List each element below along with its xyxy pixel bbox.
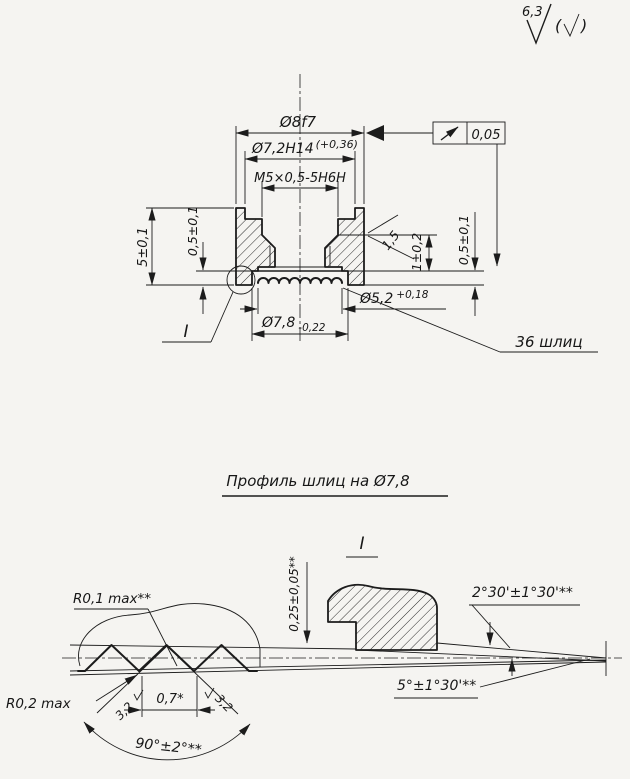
- dim-d72-label: [251, 138, 358, 157]
- leader: [480, 659, 590, 687]
- lip-section-block: [328, 585, 437, 650]
- dim-hole-label: [359, 289, 429, 307]
- main-view: [136, 74, 598, 352]
- dim-height-label: 5±0,1: [136, 227, 151, 267]
- dim-hole-base: Ø5,2: [360, 291, 394, 307]
- dim-right-small-label: 0,5±0,1: [456, 214, 471, 266]
- dim-depth-label: 0,25±0,05**: [287, 556, 301, 632]
- dim-pitch-label: 0,7*: [156, 692, 184, 707]
- dim-profile-angle-label: 90°±2°**: [134, 735, 203, 759]
- wedge-line-upper: [437, 643, 606, 658]
- tolerance-value: 0,05: [471, 128, 501, 143]
- detail-view: [6, 472, 622, 760]
- detail-callout-label: I: [183, 322, 189, 342]
- dim-spline-base: Ø7,8: [262, 315, 296, 331]
- paren-open: (: [555, 16, 562, 35]
- detail-leader: [211, 292, 233, 342]
- dim-root-radius-label: R0,2 max: [6, 696, 71, 712]
- dim-taper-angle-label: 5°±1°30'**: [397, 678, 477, 694]
- flank-roughness-right: 3,2: [212, 691, 236, 715]
- roughness-check-small-icon: [564, 14, 579, 36]
- dim-thread-label: M5×0,5-5H6H: [254, 171, 346, 186]
- runout-icon: [441, 127, 458, 140]
- dim-left-small-label: 0,5±0,1: [185, 205, 200, 257]
- flank-roughness-left: 3,2: [112, 699, 136, 723]
- serration-teeth: [258, 278, 342, 283]
- section-left-wall: [236, 208, 275, 285]
- section-right-wall: [325, 208, 364, 285]
- dim-d8-label: Ø8f7: [279, 113, 317, 131]
- dim-right-inner-label: 1±0,2: [409, 232, 424, 272]
- dim-spline-tol: -0,22: [298, 322, 326, 334]
- dim-face-angle-label: 2°30'±1°30'**: [472, 585, 573, 601]
- leader: [472, 605, 510, 648]
- paren-close: ): [581, 16, 588, 35]
- dim-chamfer-label: 1,5: [378, 227, 403, 253]
- dim-crest-radius-label: R0,1 max**: [73, 591, 152, 607]
- splines-note: 36 шлиц: [515, 333, 583, 351]
- roughness-value: 6,3: [522, 5, 543, 20]
- root-line-2: [70, 662, 606, 675]
- dim-hole-tol: +0,18: [396, 289, 429, 301]
- wedge-line-lower: [356, 650, 606, 661]
- general-roughness: [522, 4, 587, 43]
- dim-d72-base: Ø7,2H14: [252, 141, 314, 157]
- break-line: [78, 604, 260, 667]
- detail-title: Профиль шлиц на Ø7,8: [226, 472, 410, 490]
- leader-arrow: [96, 675, 137, 701]
- dim-spline-label: [261, 315, 326, 334]
- detail-view-label: I: [359, 534, 365, 554]
- roughness-check-icon: [205, 688, 214, 698]
- dim-d72-tol: (+0,36): [315, 138, 358, 151]
- datum-triangle-icon: [366, 125, 384, 141]
